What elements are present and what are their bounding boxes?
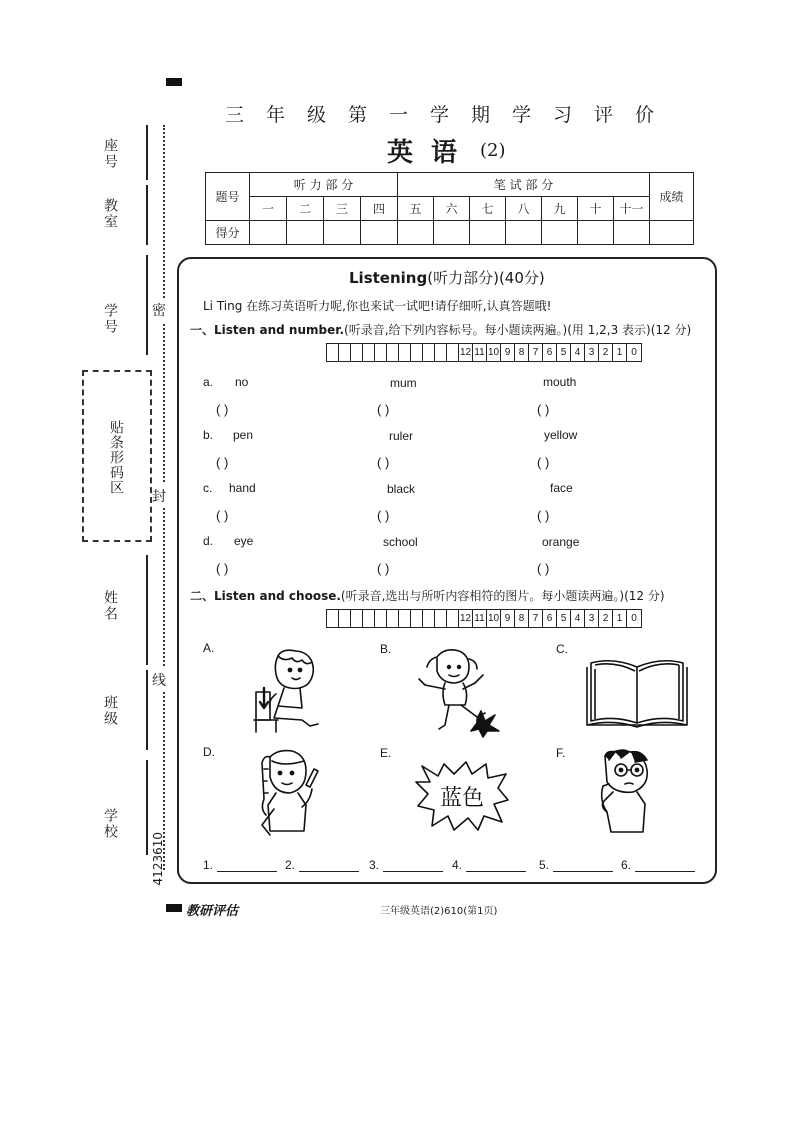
corner-mark-bottom (166, 904, 182, 912)
section-points: (40分) (498, 269, 545, 287)
score-blank (363, 344, 375, 361)
row-letter-b: b. (203, 428, 214, 442)
word-mum: mum (390, 376, 417, 390)
score-table-total: 成绩 (650, 173, 694, 221)
row-letter-c: c. (203, 481, 213, 495)
option-label-a: A. (203, 641, 215, 655)
score-number[interactable]: 8 (515, 344, 529, 361)
answer-number: 3. (369, 858, 380, 872)
score-number[interactable]: 0 (631, 613, 637, 624)
score-col: 一 (250, 197, 287, 221)
q2-number: 二、 (190, 589, 215, 603)
answer-line[interactable] (299, 860, 359, 872)
score-col: 十 (578, 197, 614, 221)
section-title-cn: (听力部分) (427, 269, 499, 287)
score-number[interactable]: 7 (529, 610, 543, 627)
publisher-label: 教研评估 (186, 904, 239, 919)
q1-heading (190, 321, 691, 338)
score-col: 七 (470, 197, 506, 221)
score-table-tihao: 题号 (206, 173, 250, 221)
barcode-label: 贴条形码区 (108, 420, 124, 495)
answer-paren[interactable]: ( ) (377, 508, 390, 523)
score-blank (447, 610, 459, 627)
score-number[interactable]: 3 (585, 344, 599, 361)
section-intro: Li Ting 在练习英语听力呢,你也来试一试吧!请仔细听,认真答题哦! (203, 299, 552, 313)
score-number[interactable]: 7 (529, 344, 543, 361)
word-face: face (550, 481, 573, 495)
option-label-e: E. (380, 746, 392, 760)
word-ruler: ruler (389, 429, 414, 443)
score-cell[interactable] (287, 221, 324, 245)
exam-title: 三年级第一学期学习评价 (225, 104, 677, 126)
girl-with-pencil-picture (248, 749, 324, 841)
score-number[interactable]: 10 (487, 610, 501, 627)
score-blank (351, 610, 363, 627)
boy-sitting-down-picture (248, 648, 328, 734)
word-yellow: yellow (544, 428, 578, 442)
score-number[interactable]: 2 (599, 610, 613, 627)
side-label-class: 班级 (102, 695, 118, 727)
score-table-writing: 笔 试 部 分 (398, 173, 650, 197)
section-title-en: Listening (349, 269, 428, 287)
word-school: school (383, 535, 418, 549)
score-number[interactable]: 5 (557, 344, 571, 361)
answer-number: 6. (621, 858, 632, 872)
answer-paren[interactable]: ( ) (537, 508, 550, 523)
answer-number: 1. (203, 858, 214, 872)
answer-blank-4[interactable] (452, 858, 526, 872)
answer-paren[interactable]: ( ) (216, 455, 229, 470)
score-col: 九 (542, 197, 578, 221)
page-footer: 三年级英语(2)610(第1页) (380, 906, 498, 917)
score-cell[interactable] (434, 221, 470, 245)
q1-score-row (326, 343, 642, 362)
answer-paren[interactable]: ( ) (377, 402, 390, 417)
word-hand: hand (229, 481, 256, 495)
open-book-picture (583, 657, 691, 729)
score-number[interactable]: 1 (613, 610, 627, 627)
answer-paren[interactable]: ( ) (377, 455, 390, 470)
score-number[interactable]: 12 (459, 344, 473, 361)
score-blank (375, 610, 387, 627)
score-cell[interactable] (398, 221, 434, 245)
score-blank (339, 344, 351, 361)
score-number[interactable]: 5 (557, 610, 571, 627)
score-col: 六 (434, 197, 470, 221)
score-blank (399, 344, 411, 361)
side-label-classroom: 教室 (102, 198, 118, 230)
answer-line[interactable] (553, 860, 613, 872)
word-no: no (235, 375, 249, 389)
seal-xian: 线 (152, 668, 166, 692)
side-label-name: 姓名 (102, 590, 118, 622)
side-line-seat (146, 125, 148, 180)
score-number[interactable]: 8 (515, 610, 529, 627)
score-number[interactable]: 10 (487, 344, 501, 361)
answer-number: 2. (285, 858, 296, 872)
score-blank (363, 610, 375, 627)
answer-line[interactable] (217, 860, 277, 872)
q1-title: Listen and number. (214, 323, 345, 337)
q2-heading (190, 587, 665, 604)
score-col: 五 (398, 197, 434, 221)
option-label-b: B. (380, 642, 392, 656)
score-blank (339, 610, 351, 627)
score-cell[interactable] (470, 221, 506, 245)
blue-text: 蓝色 (439, 786, 485, 811)
score-number[interactable]: 2 (599, 344, 613, 361)
blue-starburst-picture (414, 760, 510, 832)
score-blank (435, 344, 447, 361)
subject-number: (2) (480, 140, 506, 161)
score-cell-total[interactable] (650, 221, 694, 245)
corner-mark-top (166, 78, 182, 86)
answer-line[interactable] (383, 860, 443, 872)
answer-paren[interactable]: ( ) (537, 561, 550, 576)
side-label-student-no: 学号 (102, 303, 118, 335)
score-col: 八 (506, 197, 542, 221)
paper-code: 4123610 (151, 832, 165, 886)
score-blank (423, 344, 435, 361)
word-pen: pen (233, 428, 254, 442)
q2-score-row (326, 609, 642, 628)
score-number[interactable]: 9 (501, 344, 515, 361)
score-number[interactable]: 3 (585, 610, 599, 627)
score-cell[interactable] (361, 221, 398, 245)
score-blank (411, 344, 423, 361)
score-number[interactable]: 11 (473, 610, 487, 627)
score-table-listening: 听 力 部 分 (250, 173, 398, 197)
score-blank (399, 610, 411, 627)
answer-blank-5[interactable] (539, 858, 613, 872)
score-number[interactable]: 11 (473, 344, 487, 361)
answer-paren[interactable]: ( ) (537, 455, 550, 470)
score-number[interactable]: 12 (459, 610, 473, 627)
score-table (205, 172, 694, 245)
side-line-classroom (146, 185, 148, 245)
score-blank (447, 344, 459, 361)
word-mouth: mouth (543, 375, 577, 389)
score-blank (387, 610, 399, 627)
score-blank (423, 610, 435, 627)
side-line-school (146, 760, 148, 855)
score-cell[interactable] (506, 221, 542, 245)
seal-feng: 封 (152, 484, 166, 508)
answer-paren[interactable]: ( ) (216, 508, 229, 523)
word-eye: eye (234, 534, 254, 548)
option-label-f: F. (556, 746, 566, 760)
answer-blank-3[interactable] (369, 858, 443, 872)
score-col: 十一 (614, 197, 650, 221)
score-blank (327, 344, 339, 361)
answer-blank-2[interactable] (285, 858, 359, 872)
side-label-school: 学校 (102, 808, 118, 840)
score-cell[interactable] (250, 221, 287, 245)
word-black: black (387, 482, 416, 496)
q1-number: 一、 (190, 323, 215, 337)
section-title (349, 267, 545, 288)
answer-paren[interactable]: ( ) (216, 561, 229, 576)
score-blank (351, 344, 363, 361)
word-orange: orange (542, 535, 580, 549)
answer-paren[interactable]: ( ) (216, 402, 229, 417)
score-number[interactable]: 4 (571, 344, 585, 361)
score-table-defen: 得分 (206, 221, 250, 245)
row-letter-d: d. (203, 534, 214, 548)
answer-paren[interactable]: ( ) (537, 402, 550, 417)
score-blank (435, 610, 447, 627)
answer-number: 5. (539, 858, 550, 872)
q1-desc: (听录音,给下列内容标号。每小题读两遍。)(用 1,2,3 表示)(12 分) (344, 323, 692, 337)
score-blank (411, 610, 423, 627)
answer-paren[interactable]: ( ) (377, 561, 390, 576)
seal-mi: 密 (152, 298, 166, 322)
answer-number: 4. (452, 858, 463, 872)
score-cell[interactable] (578, 221, 614, 245)
score-cell[interactable] (614, 221, 650, 245)
option-label-c: C. (556, 642, 568, 656)
side-label-seat: 座号 (102, 138, 118, 170)
q2-title: Listen and choose. (214, 589, 341, 603)
side-line-student-no (146, 255, 148, 355)
answer-blank-6[interactable] (621, 858, 695, 872)
score-col: 三 (324, 197, 361, 221)
girl-kicking-picture (415, 647, 507, 739)
answer-line[interactable] (466, 860, 526, 872)
score-blank (327, 610, 339, 627)
boy-thinking-picture (585, 748, 661, 834)
answer-line[interactable] (635, 860, 695, 872)
score-col: 二 (287, 197, 324, 221)
q2-desc: (听录音,选出与所听内容相符的图片。每小题读两遍。)(12 分) (340, 589, 665, 603)
score-col: 四 (361, 197, 398, 221)
score-number[interactable]: 6 (543, 610, 557, 627)
score-number[interactable]: 6 (543, 344, 557, 361)
option-label-d: D. (203, 745, 215, 759)
score-blank (375, 344, 387, 361)
score-number[interactable]: 0 (631, 347, 637, 358)
side-line-name (146, 555, 148, 665)
score-number[interactable]: 9 (501, 610, 515, 627)
side-line-class (146, 670, 148, 750)
score-cell[interactable] (542, 221, 578, 245)
score-number[interactable]: 1 (613, 344, 627, 361)
answer-blank-1[interactable] (203, 858, 277, 872)
score-cell[interactable] (324, 221, 361, 245)
score-number[interactable]: 4 (571, 610, 585, 627)
subject-title: 英语 (387, 138, 476, 168)
row-letter-a: a. (203, 375, 214, 389)
score-blank (387, 344, 399, 361)
